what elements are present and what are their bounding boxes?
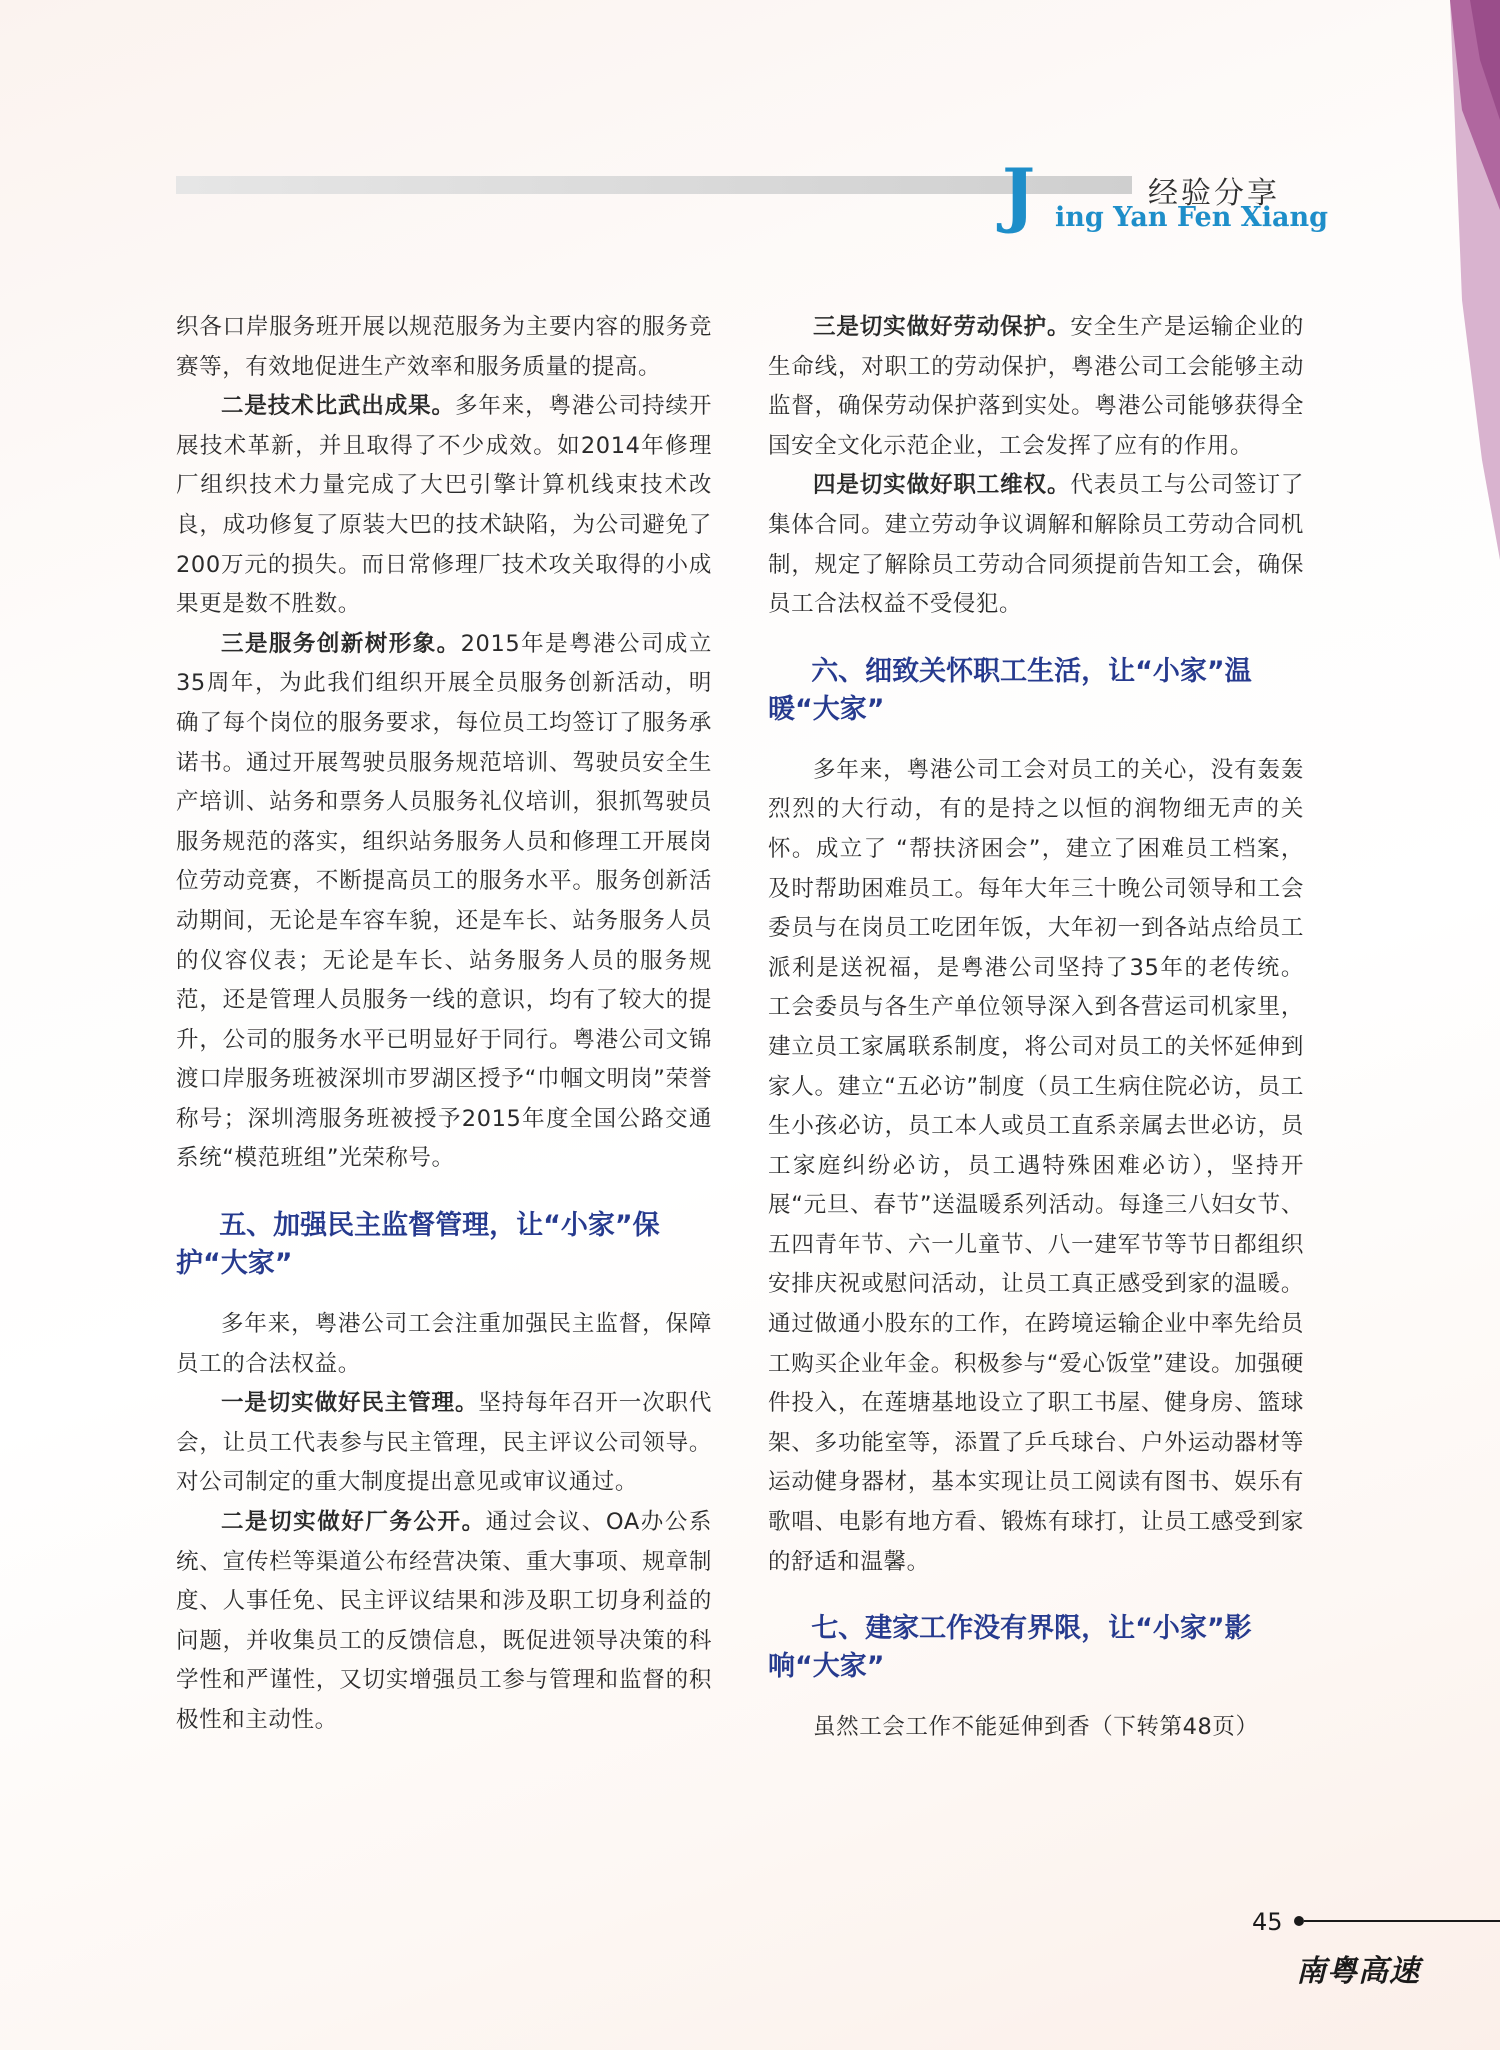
paragraph-lead: 四是切实做好职工维权。 — [813, 472, 1071, 499]
side-decoration — [1440, 0, 1500, 560]
paragraph — [176, 625, 712, 1179]
paragraph: 多年来，粤港公司工会对员工的关心，没有轰轰烈烈的大行动，有的是持之以恒的润物细无声的关怀。成立了 “帮扶济困会”，建立了困难员工档案，及时帮助困难员工。每年大年三十晚公司领导和工会委员与在岗员工吃团年饭，大年初一到各站点给员工派利是送祝福，是粤港公司坚持了35年的老传统。工会委员与各生产单位领导深入到各营运司机家里，建立员工家属联系制度，将公司对员工的关怀延伸到家人。建立“五必访”制度（员工生病住院必访，员工生小孩必访，员工本人或员工直系亲属去世必访，员工家庭纠纷必访，员工遇特殊困难必访），坚持开展“元旦、春节”送温暖系列活动。每逢三八妇女节、五四青年节、六一儿童节、八一建军节等节日都组织安排庆祝或慰问活动，让员工真正感受到家的温暖。通过做通小股东的工作，在跨境运输企业中率先给员工购买企业年金。积极参与“爱心饭堂”建设。加强硬件投入，在莲塘基地设立了职工书屋、健身房、篮球架、多功能室等，添置了乒乓球台、户外运动器材等运动健身器材，基本实现让员工阅读有图书、娱乐有歌唱、电影有地方看、锻炼有球打，让员工感受到家的舒适和温馨。 — [768, 756, 1304, 1575]
footer-rule — [1304, 1920, 1500, 1922]
section-initial: J — [1002, 153, 1036, 236]
footer-dot — [1294, 1916, 1304, 1926]
paragraph-lead: 三是服务创新树形象。 — [221, 630, 461, 657]
paragraph — [176, 1503, 712, 1741]
paragraph-body: 安全生产是运输企业的生命线，对职工的劳动保护，粤港公司工会能够主动监督，确保劳动保护落到实处。粤港公司能够获得全国安全文化示范企业，工会发挥了应有的作用。 — [768, 314, 1304, 459]
paragraph-body: 2015年是粤港公司成立35周年，为此我们组织开展全员服务创新活动，明确了每个岗位的服务要求，每位员工均签订了服务承诺书。通过开展驾驶员服务规范培训、驾驶员安全生产培训、站务和票务人员服务礼仪培训，狠抓驾驶员服务规范的落实，组织站务服务人员和修理工开展岗位劳动竞赛，不断提高员工的服务水平。服务创新活动期间，无论是车容车貌，还是车长、站务服务人员的仪容仪表；无论是车长、站务服务人员的服务规范，还是管理人员服务一线的意识，均有了较大的提升，公司的服务水平已明显好于同行。粤港公司文锦渡口岸服务班被深圳市罗湖区授予“巾帼文明岗”荣誉称号；深圳湾服务班被授予2015年度全国公路交通系统“模范班组”光荣称号。 — [176, 630, 712, 1172]
paragraph — [176, 387, 712, 625]
section-title: 经验分享 — [1148, 176, 1280, 211]
page-number: 45 — [1252, 1908, 1283, 1936]
paragraph-body: 坚持每年召开一次职代会，让员工代表参与民主管理，民主评议公司领导。对公司制定的重大制度提出意见或审议通过。 — [176, 1390, 712, 1496]
left-column — [176, 308, 712, 1741]
section-heading: 五、加强民主监督管理，让“小家”保护“大家” — [176, 1210, 660, 1280]
paragraph: 织各口岸服务班开展以规范服务为主要内容的服务竞赛等，有效地促进生产效率和服务质量的提高。 — [176, 314, 712, 380]
paragraph — [768, 466, 1304, 624]
paragraph: 虽然工会工作不能延伸到香（下转第48页） — [813, 1714, 1259, 1741]
paragraph-lead: 二是切实做好厂务公开。 — [221, 1509, 486, 1536]
paragraph — [768, 308, 1304, 466]
paragraph-lead: 二是技术比武出成果。 — [221, 393, 455, 420]
paragraph — [176, 1384, 712, 1503]
section-heading: 六、细致关怀职工生活，让“小家”温暖“大家” — [768, 655, 1252, 725]
section-title-pinyin: ing Yan Fen Xiang — [1055, 202, 1328, 233]
header-bar — [176, 176, 1132, 194]
paragraph-lead: 三是切实做好劳动保护。 — [813, 314, 1071, 340]
right-column — [768, 308, 1304, 1748]
paragraph-body: 多年来，粤港公司持续开展技术革新，并且取得了不少成效。如2014年修理厂组织技术力量完成了大巴引擎计算机线束技术改良，成功修复了原装大巴的技术缺陷，为公司避免了200万元的损失。而日常修理厂技术攻关取得的小成果更是数不胜数。 — [176, 393, 712, 618]
section-heading: 七、建家工作没有界限，让“小家”影响“大家” — [768, 1613, 1252, 1683]
paragraph: 多年来，粤港公司工会注重加强民主监督，保障员工的合法权益。 — [176, 1311, 712, 1377]
paragraph-body: 通过会议、OA办公系统、宣传栏等渠道公布经营决策、重大事项、规章制度、人事任免、民主评议结果和涉及职工切身利益的问题，并收集员工的反馈信息，既促进领导决策的科学性和严谨性，又切实增强员工参与管理和监督的积极性和主动性。 — [176, 1509, 712, 1733]
paragraph-body: 代表员工与公司签订了集体合同。建立劳动争议调解和解除员工劳动合同机制，规定了解除员工劳动合同须提前告知工会，确保员工合法权益不受侵犯。 — [768, 472, 1304, 618]
magazine-logo: 南粤高速 — [1296, 1954, 1420, 1989]
paragraph-lead: 一是切实做好民主管理。 — [221, 1390, 479, 1417]
